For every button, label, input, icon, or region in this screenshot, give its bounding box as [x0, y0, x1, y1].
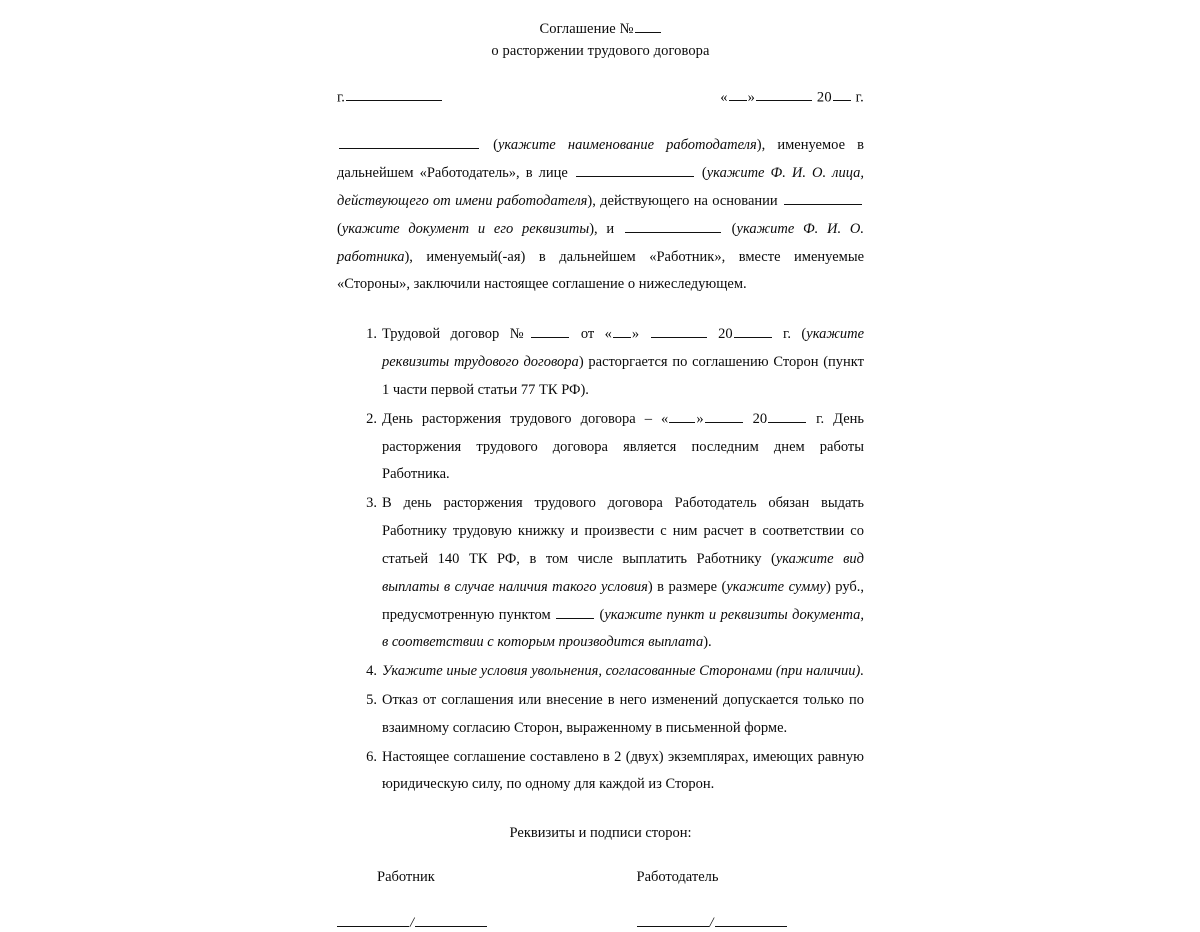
- clause3-hint-document-details: укажите пункт и реквизиты документа, в соответствии с которым производится выплата: [382, 606, 865, 651]
- preamble-paren-open-3: (: [337, 220, 342, 237]
- clause3-text-1: В день расторжения трудового договора Работодатель обязан выдать Работнику трудовую книжку и произвести с ним расчет в соответствии со статьей 140 ТК РФ, в том числе выплатить Работнику: [382, 495, 864, 567]
- clause2-month-blank: [705, 408, 743, 422]
- clause1-day-blank: [613, 324, 631, 338]
- employer-name-signature-blank: [715, 913, 787, 927]
- clause3-clause-number-blank: [556, 604, 594, 618]
- clause2-year-blank: [768, 408, 806, 422]
- clause1-month-blank: [651, 324, 707, 338]
- clause1-text-2: от: [580, 326, 595, 343]
- employee-signature-blank: [337, 913, 409, 927]
- clause-item-3: [382, 490, 864, 657]
- preamble-hint-employee-name: укажите Ф. И. О. работника: [337, 220, 864, 265]
- signature-line-employer: [601, 913, 865, 932]
- title-number-blank: [635, 19, 661, 33]
- preamble-hint-representative: укажите Ф. И. О. лица, действующего от имени работодателя: [337, 165, 865, 209]
- basis-document-blank: [784, 191, 862, 205]
- preamble-paren-open-2: (: [701, 165, 707, 182]
- date-cell: [720, 87, 864, 106]
- clause1-text-4: »: [631, 326, 640, 343]
- preamble-text-b: ), именуемое в дальнейшем «Работодатель», в лице: [337, 137, 864, 182]
- clause-item-5: [382, 687, 864, 743]
- employee-name-signature-blank: [415, 913, 487, 927]
- clause1-text-6: г.: [783, 326, 791, 343]
- date-suffix: г.: [855, 89, 864, 106]
- signature-label-employer: Работодатель: [636, 869, 719, 886]
- date-quote-close: »: [747, 89, 756, 106]
- preamble-text-e: ), именуемый(-ая) в дальнейшем «Работник», вместе именуемые «Стороны», заключили настоящее соглашение о нижеследующем.: [337, 248, 864, 293]
- place-and-date-row: [337, 87, 864, 106]
- signature-line-employee: [337, 913, 601, 932]
- signatures-heading: Реквизиты и подписи сторон:: [509, 825, 692, 842]
- date-quote-open: «: [720, 89, 728, 106]
- clause3-text-4: ).: [703, 634, 712, 651]
- clause1-paren-open: (: [801, 326, 807, 343]
- clause3-text-3: ) руб., предусмотренную пунктом: [382, 578, 865, 623]
- employee-signature-separator: /: [410, 915, 415, 932]
- clause1-text-7: ) расторгается по соглашению Сторон (пункт 1 части первой статьи 77 ТК РФ).: [382, 354, 864, 398]
- clause-item-4: [382, 658, 864, 686]
- clause6-text: Настоящее соглашение составлено в 2 (двух) экземплярах, имеющих равную юридическую силу, по одному для каждой из Сторон.: [382, 748, 864, 793]
- date-year-prefix: 20: [816, 89, 832, 106]
- employer-name-blank: [339, 135, 479, 149]
- document-body: [337, 18, 864, 932]
- employer-signature-blank: [637, 913, 709, 927]
- signature-lines-row: [337, 913, 864, 932]
- preamble-text-a: (: [493, 137, 498, 154]
- preamble-hint-employer-name: укажите наименование работодателя: [497, 137, 757, 154]
- signature-labels-row: [337, 869, 864, 886]
- document-title-block: [337, 18, 864, 63]
- date-day-blank: [729, 87, 747, 101]
- preamble-paren-open-4: (: [731, 220, 737, 237]
- clause3-paren-open-1: (: [770, 550, 776, 567]
- clause3-hint-amount: укажите сумму: [726, 578, 826, 595]
- clauses-list: [337, 321, 864, 799]
- clause1-contract-number-blank: [531, 324, 569, 338]
- title-text-agreement: Соглашение №: [539, 21, 634, 37]
- representative-name-blank: [576, 163, 694, 177]
- clause-item-2: [382, 406, 864, 489]
- document-title-line-1: [337, 18, 864, 40]
- preamble-text-d: ), и: [589, 220, 615, 237]
- clause1-text-5: 20: [718, 326, 733, 343]
- clause3-paren-open-2: (: [599, 606, 605, 623]
- clause1-text-1: Трудовой договор №: [382, 326, 531, 343]
- clause-item-6: [382, 744, 864, 800]
- clause1-hint-contract-details: укажите реквизиты трудового договора: [382, 326, 865, 371]
- preamble-paragraph: [337, 132, 864, 299]
- signature-label-employee: Работник: [377, 869, 435, 886]
- preamble-hint-basis-document: укажите документ и его реквизиты: [341, 220, 590, 237]
- date-month-blank: [756, 87, 812, 101]
- employee-name-blank: [625, 218, 721, 232]
- clause2-text-2: »: [696, 410, 704, 427]
- date-year-blank: [833, 87, 851, 101]
- place-blank: [346, 87, 442, 101]
- clause3-text-2: ) в размере (: [647, 578, 727, 595]
- place-cell: [337, 87, 443, 106]
- employer-signature-separator: /: [709, 915, 714, 932]
- clause-item-1: [382, 321, 864, 404]
- clause3-hint-payment-type: укажите вид выплаты в случае наличия такого условия: [382, 550, 864, 595]
- preamble-text-c: ), действующего на основании: [587, 192, 778, 209]
- clause2-text-1: День расторжения трудового договора – «: [382, 410, 669, 427]
- place-label: г.: [337, 89, 345, 106]
- clause2-day-blank: [669, 408, 695, 422]
- clause1-year-blank: [734, 324, 772, 338]
- document-title-line-2: о расторжении трудового договора: [491, 43, 710, 60]
- clause4-text: Укажите иные условия увольнения, согласованные Сторонами (при наличии).: [382, 663, 864, 680]
- clause2-text-4: г. День расторжения трудового договора является последним днем работы Работника.: [382, 410, 865, 483]
- clause1-text-3: «: [604, 326, 612, 343]
- clause2-text-3: 20: [752, 410, 768, 427]
- clause5-text: Отказ от соглашения или внесение в него изменений допускается только по взаимному согласию Сторон, выраженному в письменной форме.: [382, 692, 864, 736]
